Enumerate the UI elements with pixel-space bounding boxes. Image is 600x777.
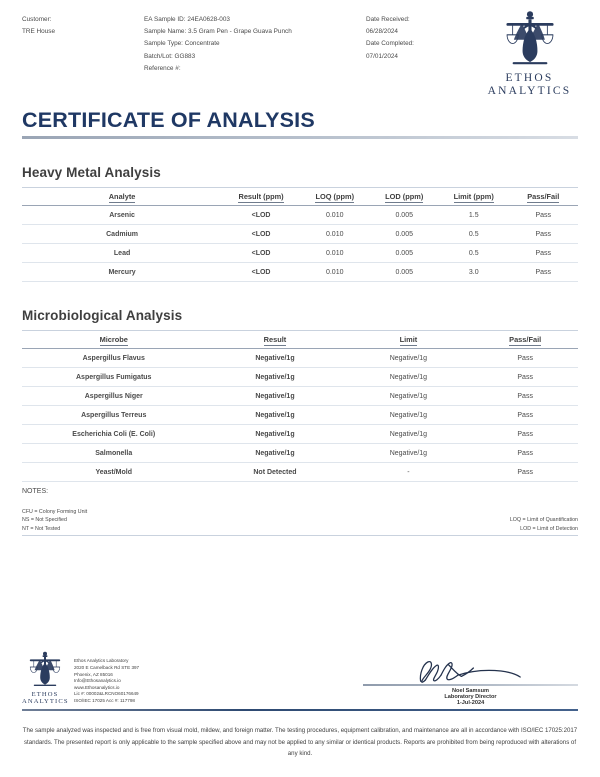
- column-header-result: Result (ppm): [238, 192, 284, 201]
- cell-result: Negative/1g: [205, 425, 344, 444]
- heavy-metal-section: [22, 165, 578, 282]
- microbiological-title: Microbiological Analysis: [22, 308, 183, 323]
- cell-limit: Negative/1g: [344, 425, 472, 444]
- notes-section: [22, 488, 578, 536]
- cell-result: <LOD: [222, 244, 300, 263]
- cell-microbe: Aspergillus Terreus: [22, 406, 205, 425]
- iso-accreditation-number: ISO/IEC 17025 Acc #: 117798: [74, 698, 135, 704]
- microbiological-table: [22, 330, 578, 482]
- date-completed-label: Date Completed:: [366, 40, 414, 48]
- cell-loq: 0.010: [300, 244, 370, 263]
- title-block: [22, 108, 578, 139]
- cell-result: Negative/1g: [205, 349, 344, 368]
- signed-date: 1-Jul-2024: [456, 699, 485, 706]
- cell-analyte: Mercury: [22, 263, 222, 282]
- cell-limit: Negative/1g: [344, 444, 472, 463]
- cell-limit: Negative/1g: [344, 368, 472, 387]
- disclaimer-text: The sample analyzed was inspected and is free from visual mold, mildew, and foreign matter. The testing procedures, equipment calibration, and maintenance are all in accordance with ISO/IEC 17025:2017 standards. The presented report is only applicable to the sample specified above and may not be applied to any similar or identical products. Reports are prohibited from being reproduced with alterations of any kind.: [22, 727, 578, 757]
- table-row: [22, 206, 578, 225]
- address-line: Phoenix, AZ 85016: [74, 671, 113, 677]
- table-row: [22, 368, 578, 387]
- cell-analyte: Cadmium: [22, 225, 222, 244]
- notes-body: [22, 508, 578, 536]
- cell-result: Negative/1g: [205, 368, 344, 387]
- batch-lot: Batch/Lot: GG883: [144, 52, 196, 60]
- date-received-value: 06/28/2024: [366, 28, 398, 36]
- address-line: Ethos Analytics Laboratory: [74, 658, 129, 664]
- cell-passfail: Pass: [508, 244, 578, 263]
- notes-abbreviations-right: [510, 516, 578, 533]
- scales-of-justice-icon: [499, 10, 561, 72]
- footer-content: [22, 651, 578, 709]
- address-line: 2020 E Camelback Rd STE 397: [74, 665, 140, 671]
- lab-identity-block: [22, 651, 139, 706]
- dates-block: [366, 14, 481, 98]
- customer-block: [22, 14, 144, 98]
- cell-microbe: Aspergillus Fumigatus: [22, 368, 205, 387]
- table-row: [22, 425, 578, 444]
- company-logo: [481, 10, 578, 98]
- microbiological-section: [22, 308, 578, 482]
- cell-microbe: Escherichia Coli (E. Coli): [22, 425, 205, 444]
- signature-divider: [363, 684, 578, 686]
- cell-lod: 0.005: [369, 206, 439, 225]
- lab-address: [74, 658, 139, 705]
- column-header-passfail: Pass/Fail: [527, 192, 560, 201]
- cell-limit: Negative/1g: [344, 349, 472, 368]
- column-header-result: Result: [263, 335, 287, 344]
- cell-microbe: Aspergillus Niger: [22, 387, 205, 406]
- lab-website[interactable]: www.Ethosanalytics.io: [74, 684, 120, 690]
- column-header-limit: Limit (ppm): [453, 192, 494, 201]
- table-row: [22, 463, 578, 482]
- signer-name: Noel Samsum: [452, 687, 489, 694]
- cell-limit: Negative/1g: [344, 387, 472, 406]
- note-line: CFU = Colony Forming Unit: [22, 509, 88, 515]
- cell-passfail: Pass: [508, 263, 578, 282]
- cell-passfail: Pass: [508, 225, 578, 244]
- date-received-label: Date Received:: [366, 16, 410, 23]
- cell-passfail: Pass: [472, 349, 578, 368]
- cell-passfail: Pass: [472, 387, 578, 406]
- table-row: [22, 263, 578, 282]
- note-line: NS = Not Specified: [22, 517, 67, 524]
- sample-type: Sample Type: Concentrate: [144, 40, 220, 48]
- table-row: [22, 387, 578, 406]
- logo-line-1: ETHOS: [505, 72, 554, 84]
- cell-loq: 0.010: [300, 263, 370, 282]
- customer-name: TRE House: [22, 28, 56, 36]
- cell-loq: 0.010: [300, 225, 370, 244]
- cell-limit: -: [344, 463, 472, 482]
- cell-limit: 0.5: [439, 244, 509, 263]
- column-header-passfail: Pass/Fail: [509, 335, 542, 344]
- footer-logo-wordmark: [22, 691, 68, 706]
- title-divider: [22, 136, 578, 139]
- cell-passfail: Pass: [472, 463, 578, 482]
- document-header: [22, 0, 578, 98]
- cell-passfail: Pass: [508, 206, 578, 225]
- table-row: [22, 244, 578, 263]
- cell-result: Negative/1g: [205, 444, 344, 463]
- sample-name: Sample Name: 3.5 Gram Pen - Grape Guava Punch: [144, 28, 292, 36]
- logo-line-2: ANALYTICS: [22, 698, 69, 706]
- cell-lod: 0.005: [369, 225, 439, 244]
- column-header-microbe: Microbe: [99, 335, 128, 344]
- table-header-row: [22, 188, 578, 206]
- signature-block: [363, 656, 578, 706]
- notes-label: NOTES:: [22, 488, 49, 495]
- cell-result: Not Detected: [205, 463, 344, 482]
- cell-result: <LOD: [222, 225, 300, 244]
- document-footer: [22, 651, 578, 711]
- table-header-row: [22, 331, 578, 349]
- cell-result: Negative/1g: [205, 406, 344, 425]
- cell-result: <LOD: [222, 263, 300, 282]
- cell-analyte: Lead: [22, 244, 222, 263]
- signature-image: [411, 656, 531, 686]
- cell-limit: 0.5: [439, 225, 509, 244]
- lab-email[interactable]: Info@Ethosanalytics.io: [74, 678, 121, 684]
- heavy-metal-title: Heavy Metal Analysis: [22, 165, 161, 180]
- cell-passfail: Pass: [472, 444, 578, 463]
- note-line: LOQ = Limit of Quantification: [509, 517, 578, 524]
- table-row: [22, 349, 578, 368]
- logo-line-2: ANALYTICS: [487, 85, 572, 97]
- table-row: [22, 225, 578, 244]
- cell-limit: 3.0: [439, 263, 509, 282]
- footer-divider: [22, 709, 578, 711]
- cell-passfail: Pass: [472, 406, 578, 425]
- heavy-metal-table: [22, 187, 578, 282]
- scales-of-justice-icon: [25, 651, 65, 691]
- cell-microbe: Aspergillus Flavus: [22, 349, 205, 368]
- cell-passfail: Pass: [472, 368, 578, 387]
- cell-result: <LOD: [222, 206, 300, 225]
- cell-lod: 0.005: [369, 263, 439, 282]
- cell-passfail: Pass: [472, 425, 578, 444]
- footer-logo: [22, 651, 68, 706]
- reference-number: Reference #:: [144, 64, 181, 72]
- cell-lod: 0.005: [369, 244, 439, 263]
- sample-id: EA Sample ID: 24EA0628-003: [144, 16, 230, 23]
- signer-role: Laboratory Director: [444, 693, 497, 700]
- table-row: [22, 444, 578, 463]
- table-row: [22, 406, 578, 425]
- cell-loq: 0.010: [300, 206, 370, 225]
- logo-line-1: ETHOS: [31, 690, 59, 698]
- cell-limit: 1.5: [439, 206, 509, 225]
- cell-microbe: Yeast/Mold: [22, 463, 205, 482]
- cell-result: Negative/1g: [205, 387, 344, 406]
- date-completed-value: 07/01/2024: [366, 52, 398, 60]
- column-header-analyte: Analyte: [108, 192, 136, 201]
- column-header-limit: Limit: [399, 335, 418, 344]
- column-header-lod: LOD (ppm): [385, 192, 424, 201]
- note-line: NT = Not Tested: [22, 525, 61, 532]
- cell-limit: Negative/1g: [344, 406, 472, 425]
- logo-wordmark: [488, 72, 572, 98]
- note-line: LOD = Limit of Detection: [520, 525, 578, 532]
- sample-info-block: [144, 14, 366, 98]
- customer-label: Customer:: [22, 16, 52, 23]
- column-header-loq: LOQ (ppm): [315, 192, 355, 201]
- notes-abbreviations-left: [22, 508, 87, 533]
- page-title: CERTIFICATE OF ANALYSIS: [22, 108, 315, 132]
- cell-analyte: Arsenic: [22, 206, 222, 225]
- cell-microbe: Salmonella: [22, 444, 205, 463]
- license-number: Lic #: 00002&LRCNO60176649: [74, 691, 139, 697]
